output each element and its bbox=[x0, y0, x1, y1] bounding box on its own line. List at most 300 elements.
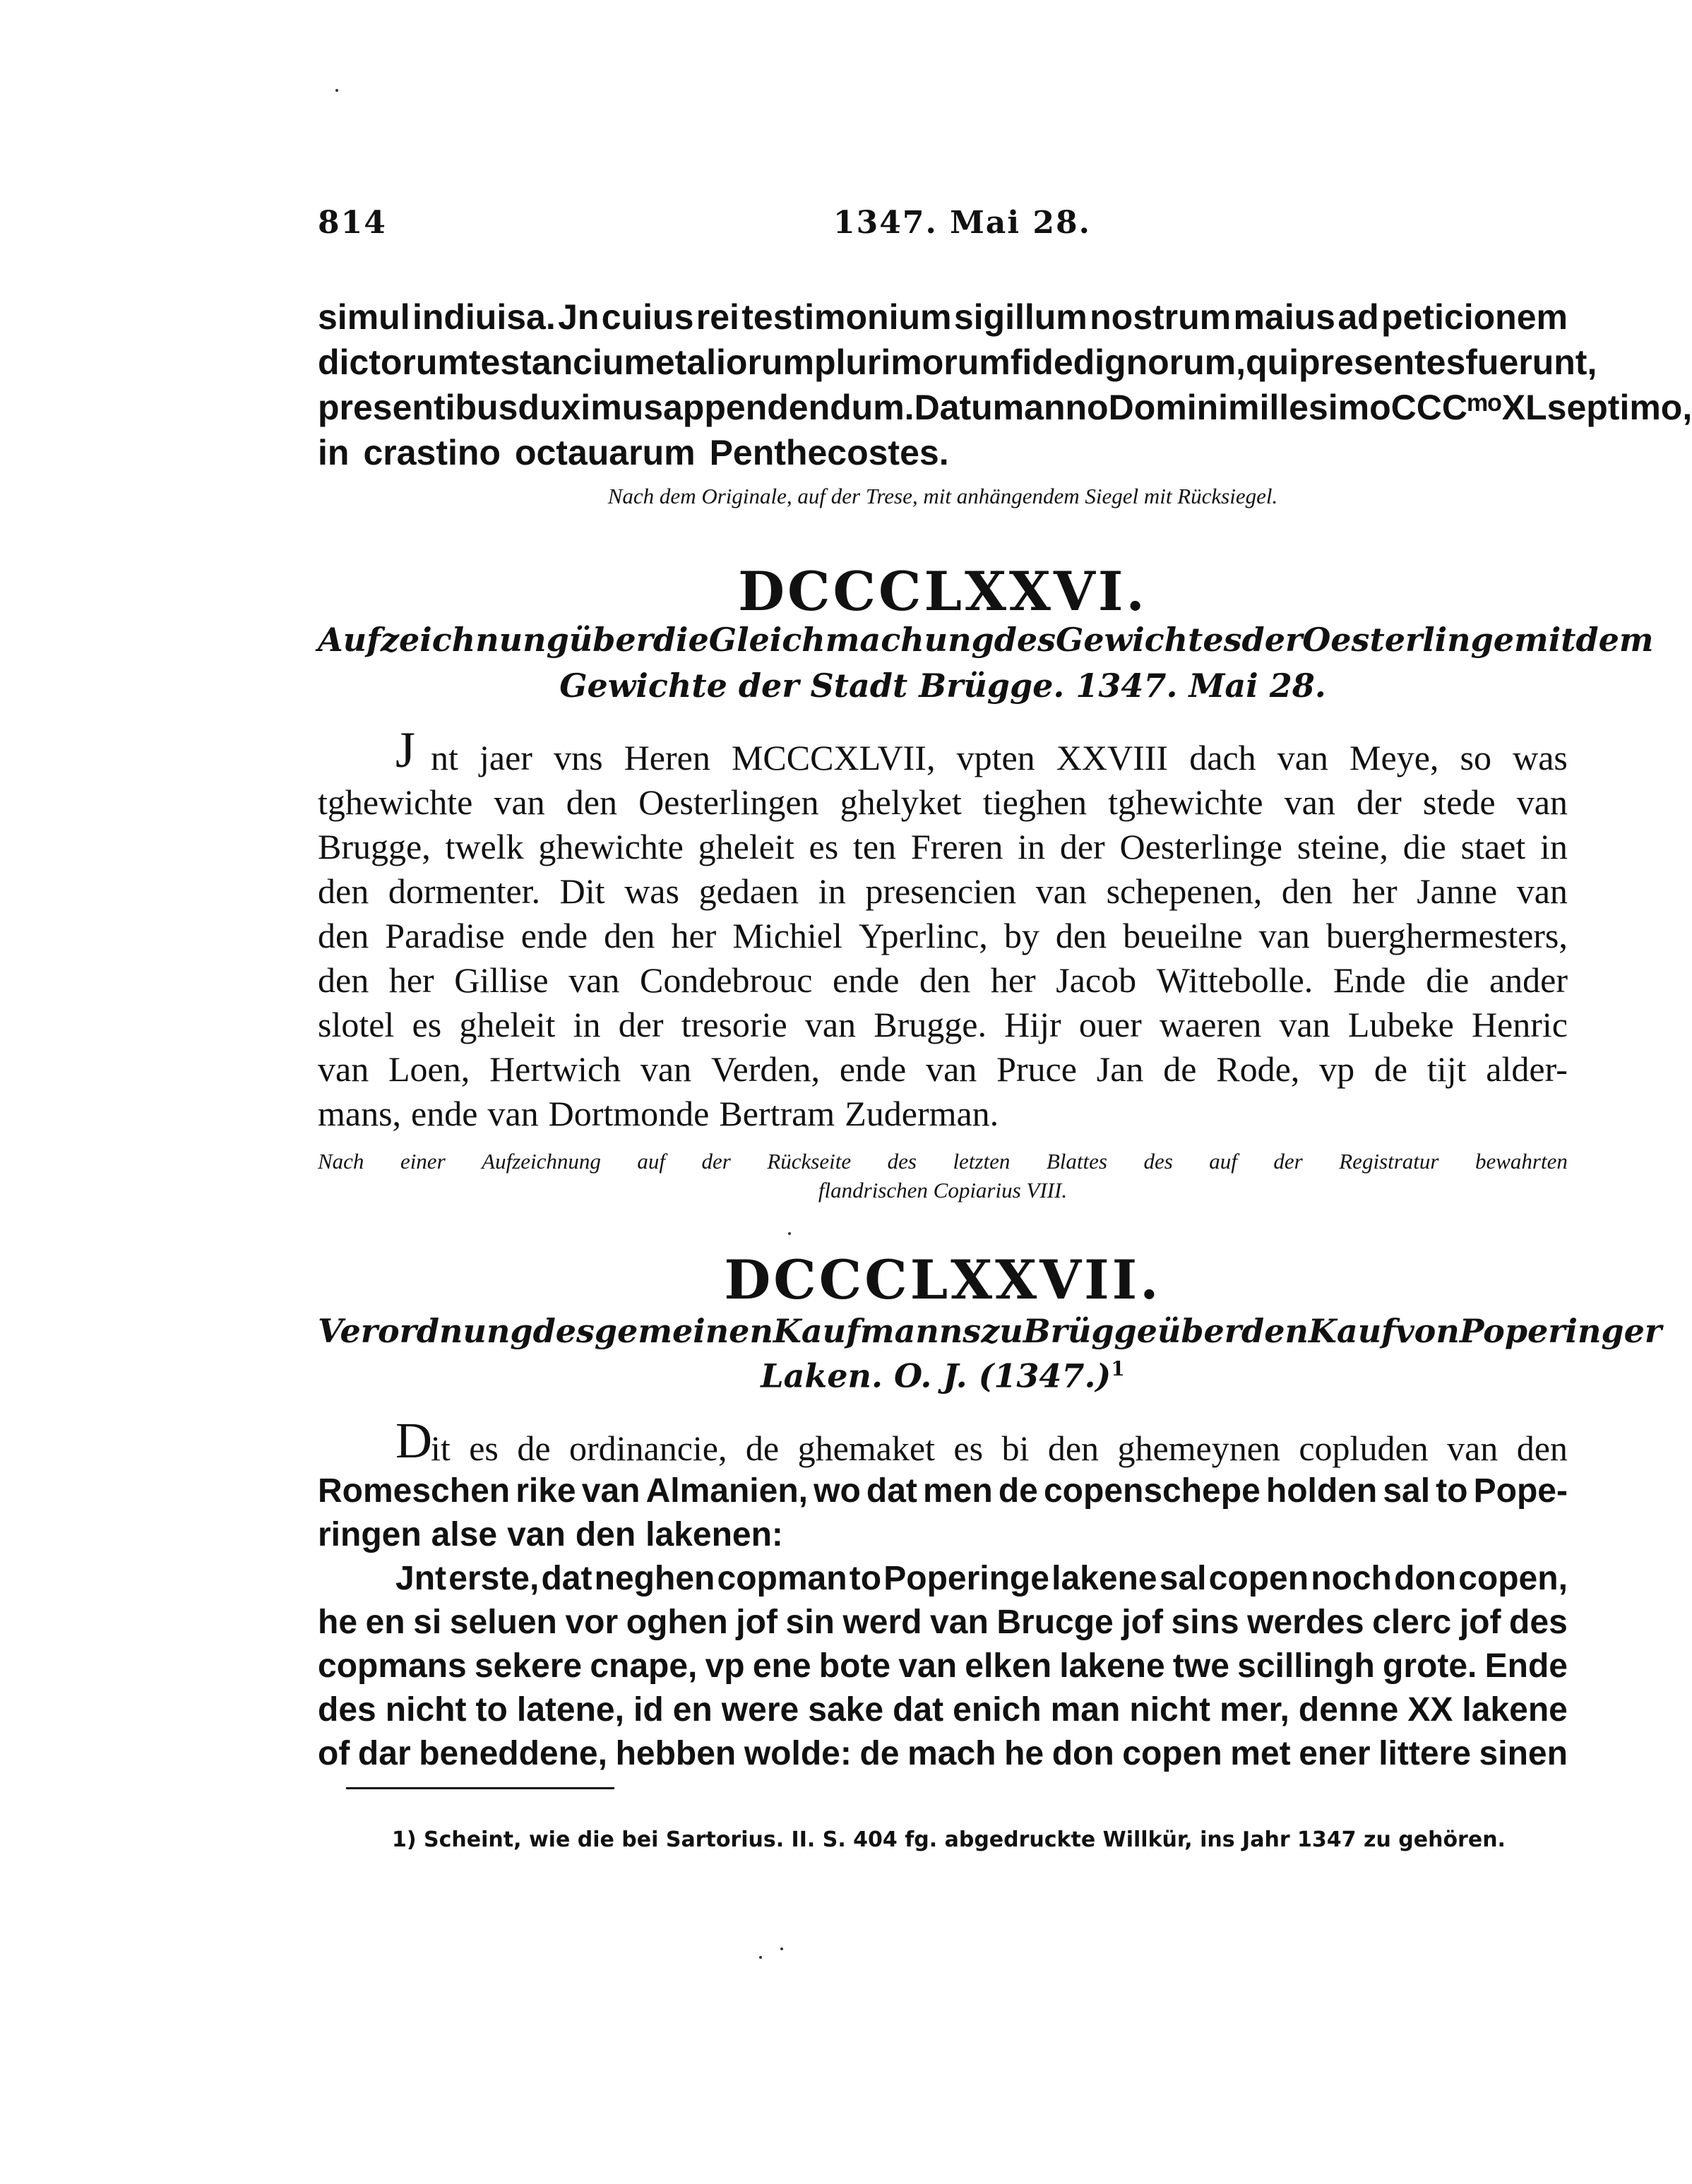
scan-speck bbox=[788, 1232, 791, 1235]
source-word: Aufzeichnung bbox=[482, 1149, 601, 1174]
body-word: noch bbox=[1311, 1560, 1392, 1597]
body-word: he bbox=[318, 1604, 358, 1641]
body-word: van bbox=[1279, 1005, 1330, 1044]
body-word: oghen bbox=[626, 1604, 728, 1641]
doc-876-body-line bbox=[318, 918, 1568, 953]
title-word: gemeinen bbox=[594, 1312, 773, 1350]
body-word: enich bbox=[953, 1691, 1042, 1729]
body-word: lakenen: bbox=[645, 1516, 783, 1553]
doc-877-number: DCCCLXXVII. bbox=[724, 1248, 1162, 1311]
title-word: von bbox=[1395, 1312, 1460, 1350]
source-word: Nach bbox=[318, 1149, 364, 1174]
title-word: Kaufmanns bbox=[773, 1312, 982, 1350]
body-word: hebben bbox=[615, 1735, 737, 1772]
body-word: van bbox=[507, 1516, 566, 1553]
body-word: clerc bbox=[1372, 1604, 1452, 1641]
source-word: auf bbox=[1209, 1149, 1237, 1174]
title-word: über bbox=[568, 621, 653, 659]
body-word: Brugge, bbox=[318, 827, 431, 866]
body-word: copman bbox=[717, 1560, 847, 1597]
scan-speck bbox=[335, 89, 338, 92]
body-word: den bbox=[318, 871, 369, 911]
doc-876-first-line-words bbox=[431, 740, 1568, 775]
source-word: bewahrten bbox=[1474, 1149, 1568, 1174]
body-word: des bbox=[1509, 1604, 1568, 1641]
body-word: gedaen bbox=[698, 871, 799, 911]
body-word: ouer bbox=[1078, 1005, 1142, 1044]
prev-text-word: duximus bbox=[518, 388, 663, 427]
body-word: Jacob bbox=[1056, 960, 1137, 1000]
body-word: Ende bbox=[1484, 1647, 1568, 1685]
body-word: van bbox=[1516, 871, 1568, 911]
body-word: die bbox=[1426, 960, 1470, 1000]
body-word: den bbox=[318, 916, 369, 955]
body-word: Wittebolle. bbox=[1156, 960, 1313, 1000]
title-word: Oesterlinge bbox=[1302, 621, 1515, 659]
doc-877-body-line bbox=[318, 1474, 1568, 1508]
body-word: Romeschen bbox=[318, 1472, 511, 1510]
body-word: Pruce bbox=[996, 1049, 1077, 1089]
body-word: jof bbox=[1459, 1604, 1501, 1641]
body-word: copen bbox=[1122, 1735, 1222, 1772]
prev-text-word: Jn bbox=[558, 297, 600, 337]
body-word: in bbox=[818, 871, 846, 911]
body-word: cnape, bbox=[590, 1647, 698, 1685]
doc-876-body-line bbox=[318, 1096, 1568, 1131]
doc-876-body-line bbox=[318, 1051, 1568, 1087]
body-word: des bbox=[318, 1691, 376, 1729]
prev-text-line bbox=[318, 299, 1568, 335]
body-word: van bbox=[1284, 782, 1335, 822]
source-word: des bbox=[1143, 1149, 1173, 1174]
body-word: van bbox=[898, 1647, 958, 1685]
body-word: met bbox=[1230, 1735, 1291, 1772]
body-word: de bbox=[745, 1428, 780, 1468]
body-word: van bbox=[930, 1604, 989, 1641]
title-word: zu bbox=[981, 1312, 1023, 1350]
source-word: des bbox=[887, 1149, 917, 1174]
doc-876-title-line-1 bbox=[318, 621, 1654, 659]
prev-text-word: millesimo bbox=[1228, 388, 1391, 427]
doc-876-body-line bbox=[318, 873, 1568, 909]
body-word: Henric bbox=[1471, 1005, 1568, 1044]
body-word: to bbox=[1436, 1472, 1468, 1510]
body-word: tieghen bbox=[982, 782, 1088, 822]
title-word: Aufzeichnung bbox=[318, 621, 569, 659]
body-word: MCCCXLVII, bbox=[731, 738, 936, 777]
body-word: van bbox=[581, 1472, 641, 1510]
body-word: es bbox=[953, 1428, 984, 1468]
header-date: 1347. Mai 28. bbox=[833, 205, 1091, 241]
body-word: ten bbox=[852, 827, 897, 866]
body-word: van bbox=[1277, 738, 1328, 777]
body-word: Loen, bbox=[388, 1049, 470, 1089]
body-word: de bbox=[1374, 1049, 1408, 1089]
body-word: Poperinge bbox=[883, 1560, 1049, 1597]
body-word: ordinancie, bbox=[568, 1428, 727, 1468]
footnote: 1) Scheint, wie die bei Sartorius. II. S. 404 fg. abgedruckte Willkür, ins Jahr 1347 zu gehören. bbox=[392, 1827, 1506, 1852]
body-word: van bbox=[1516, 782, 1568, 822]
source-word: der bbox=[701, 1149, 731, 1174]
prev-text-word: fuerunt, bbox=[1465, 342, 1597, 382]
prev-text-word: simul bbox=[318, 297, 410, 337]
body-word: copenschepe bbox=[1043, 1472, 1261, 1510]
body-word: den bbox=[318, 960, 369, 1000]
body-word: ander bbox=[1489, 960, 1568, 1000]
body-word: seluen bbox=[449, 1604, 557, 1641]
body-word: es bbox=[809, 827, 839, 866]
body-word: rike bbox=[516, 1472, 576, 1510]
body-word: Verden, bbox=[710, 1049, 821, 1089]
body-word: Bertram bbox=[719, 1094, 835, 1133]
body-word: tghewichte bbox=[1108, 782, 1263, 822]
title-word: dem bbox=[1575, 621, 1654, 659]
body-word: scillingh bbox=[1237, 1647, 1375, 1685]
body-word: holden bbox=[1265, 1472, 1378, 1510]
body-word: sal bbox=[1159, 1560, 1207, 1597]
body-word: den bbox=[1516, 1428, 1568, 1468]
body-word: Michiel bbox=[732, 916, 842, 955]
body-word: nt bbox=[431, 738, 458, 777]
prev-text-word: plurimorum bbox=[814, 342, 1011, 382]
body-word: sinen bbox=[1479, 1735, 1568, 1772]
body-word: it bbox=[431, 1428, 451, 1468]
prev-text-word: octauarum bbox=[514, 433, 696, 472]
body-word: lakene bbox=[1462, 1691, 1568, 1729]
body-word: to bbox=[849, 1560, 882, 1597]
body-word: tresorie bbox=[681, 1005, 787, 1044]
doc-877-body-line bbox=[395, 1412, 1568, 1469]
body-word: Lubeke bbox=[1347, 1005, 1454, 1044]
body-word: alse bbox=[431, 1516, 498, 1553]
body-word: neghen bbox=[594, 1560, 715, 1597]
body-word: man bbox=[1050, 1691, 1121, 1729]
body-word: to bbox=[475, 1691, 508, 1729]
prev-text-word: anno bbox=[1024, 388, 1109, 427]
body-word: vp bbox=[1319, 1049, 1355, 1089]
doc-876-body-line bbox=[318, 962, 1568, 998]
body-word: en bbox=[365, 1604, 405, 1641]
title-word: des bbox=[994, 621, 1056, 659]
body-word: werdes bbox=[1247, 1604, 1364, 1641]
body-word: beneddene, bbox=[419, 1735, 607, 1772]
doc-877-title-line-2 bbox=[318, 1356, 1568, 1395]
body-word: mer, bbox=[1220, 1691, 1289, 1729]
body-word: alder- bbox=[1486, 1049, 1568, 1089]
doc-876-body-line bbox=[318, 784, 1568, 820]
scan-speck bbox=[780, 1947, 783, 1950]
body-word: en bbox=[672, 1691, 713, 1729]
source-word: Registratur bbox=[1339, 1149, 1439, 1174]
body-word: tghewichte bbox=[318, 782, 473, 822]
title-word: Kauf bbox=[1308, 1312, 1395, 1350]
doc-877-initial-letter: D bbox=[395, 1412, 432, 1469]
body-word: her bbox=[671, 916, 717, 955]
body-word: van bbox=[1035, 871, 1087, 911]
body-word: was bbox=[624, 871, 679, 911]
body-word: id bbox=[633, 1691, 664, 1729]
body-word: mach bbox=[907, 1735, 996, 1772]
doc-877-title-text: Laken. O. J. (1347.) bbox=[761, 1356, 1112, 1395]
body-word: XXVIII bbox=[1056, 738, 1169, 777]
doc-877-body-line bbox=[318, 1606, 1568, 1640]
source-word: der bbox=[1273, 1149, 1303, 1174]
doc-876-body-line bbox=[318, 829, 1568, 864]
body-word: Yperlinc, bbox=[858, 916, 988, 955]
body-word: gheleit bbox=[698, 827, 794, 866]
body-word: mans, bbox=[318, 1094, 402, 1133]
prev-text-word: Datum bbox=[914, 388, 1025, 427]
body-word: de bbox=[517, 1428, 551, 1468]
body-word: der bbox=[1356, 782, 1402, 822]
prev-text-word: cuius bbox=[601, 297, 694, 337]
prev-text-line bbox=[318, 435, 1568, 470]
body-word: dat bbox=[541, 1560, 592, 1597]
body-word: ghemeynen bbox=[1117, 1428, 1280, 1468]
prev-text-word: peticionem bbox=[1381, 297, 1568, 337]
page-number: 814 bbox=[318, 205, 387, 241]
source-word: auf bbox=[637, 1149, 666, 1174]
body-word: dormenter. bbox=[388, 871, 541, 911]
body-word: denne bbox=[1298, 1691, 1399, 1729]
body-word: den bbox=[919, 960, 971, 1000]
body-word: dach bbox=[1189, 738, 1256, 777]
body-word: Oesterlinge bbox=[1119, 827, 1282, 866]
body-word: van bbox=[640, 1049, 692, 1089]
body-word: Dortmonde bbox=[548, 1094, 710, 1133]
body-word: schepenen, bbox=[1106, 871, 1263, 911]
prev-text-word: rei bbox=[696, 297, 739, 337]
body-word: van bbox=[494, 782, 545, 822]
body-word: nicht bbox=[1129, 1691, 1211, 1729]
body-word: vpten bbox=[956, 738, 1035, 777]
title-word: Verordnung bbox=[318, 1312, 533, 1350]
body-word: staet bbox=[1460, 827, 1526, 866]
body-word: twelk bbox=[445, 827, 524, 866]
body-word: her bbox=[1352, 871, 1398, 911]
body-word: buerghermesters, bbox=[1325, 916, 1568, 955]
body-word: van bbox=[487, 1094, 539, 1133]
prev-text-word: fidedignorum, bbox=[1010, 342, 1246, 382]
body-word: vor bbox=[565, 1604, 619, 1641]
prev-text-line bbox=[318, 388, 1692, 427]
prev-text-word: in bbox=[318, 433, 350, 472]
body-word: der bbox=[618, 1005, 664, 1044]
body-word: don bbox=[1051, 1735, 1114, 1772]
body-word: van bbox=[568, 960, 620, 1000]
prev-text-word: aliorum bbox=[686, 342, 814, 382]
title-word: Poperinger bbox=[1459, 1312, 1662, 1350]
body-word: ende bbox=[833, 960, 900, 1000]
body-word: bi bbox=[1001, 1428, 1030, 1468]
source-word: einer bbox=[400, 1149, 446, 1174]
body-word: grote. bbox=[1383, 1647, 1477, 1685]
body-word: copen bbox=[1208, 1560, 1309, 1597]
body-word: twe bbox=[1172, 1647, 1229, 1685]
body-word: in bbox=[1018, 827, 1046, 866]
body-word: de bbox=[998, 1472, 1038, 1510]
body-word: ringen bbox=[318, 1516, 422, 1553]
prev-text-line bbox=[318, 342, 1597, 382]
prev-text-word: et bbox=[655, 342, 687, 382]
body-word: vns bbox=[554, 738, 603, 777]
prev-text-word: dictorum bbox=[318, 342, 469, 382]
body-word: wolde: bbox=[744, 1735, 852, 1772]
body-word: den bbox=[1047, 1428, 1100, 1468]
body-word: stede bbox=[1422, 782, 1496, 822]
body-word: lakene bbox=[1051, 1560, 1157, 1597]
source-word: Blattes bbox=[1046, 1149, 1107, 1174]
source-word: letzten bbox=[953, 1149, 1011, 1174]
body-word: van bbox=[318, 1049, 369, 1089]
prev-text-word: testancium bbox=[468, 342, 655, 382]
doc-877-body-line bbox=[395, 1562, 1568, 1596]
body-word: dar bbox=[357, 1735, 411, 1772]
body-word: Jan bbox=[1096, 1049, 1144, 1089]
body-word: ende bbox=[411, 1094, 478, 1133]
body-word: ghemaket bbox=[797, 1428, 935, 1468]
body-word: of bbox=[318, 1735, 350, 1772]
body-word: Condebrouc bbox=[640, 960, 813, 1000]
body-word: sins bbox=[1171, 1604, 1239, 1641]
body-word: steine, bbox=[1297, 827, 1388, 866]
body-word: Gillise bbox=[454, 960, 549, 1000]
footnote-rule bbox=[346, 1787, 614, 1789]
body-word: by bbox=[1003, 916, 1039, 955]
body-word: don bbox=[1394, 1560, 1457, 1597]
body-word: waeren bbox=[1159, 1005, 1262, 1044]
body-word: es bbox=[469, 1428, 499, 1468]
body-word: ende bbox=[520, 916, 588, 955]
body-word: copluden bbox=[1299, 1428, 1429, 1468]
prev-text-word: qui bbox=[1246, 342, 1299, 382]
prev-text-word: indiuisa. bbox=[412, 297, 556, 337]
body-word: elken bbox=[965, 1647, 1052, 1685]
body-word: copen, bbox=[1458, 1560, 1568, 1597]
body-word: were bbox=[721, 1691, 799, 1729]
body-word: van bbox=[1447, 1428, 1499, 1468]
prev-text-word: testimonium bbox=[741, 297, 952, 337]
body-word: Meye, bbox=[1350, 738, 1439, 777]
body-word: van bbox=[926, 1049, 977, 1089]
prev-text-word: CCCᵐᵒ bbox=[1390, 388, 1502, 427]
doc-877-body-line bbox=[318, 1693, 1568, 1727]
body-word: lakene bbox=[1059, 1647, 1165, 1685]
body-word: slotel bbox=[318, 1005, 395, 1044]
prev-text-word: ad bbox=[1337, 297, 1379, 337]
doc-877-first-line-words bbox=[431, 1428, 1568, 1468]
body-word: Paradise bbox=[385, 916, 505, 955]
body-word: die bbox=[1402, 827, 1446, 866]
doc-876-number: DCCCLXXVI. bbox=[738, 560, 1148, 623]
body-word: ene bbox=[752, 1647, 811, 1685]
body-word: Ende bbox=[1333, 960, 1406, 1000]
body-word: jof bbox=[1121, 1604, 1163, 1641]
doc-877-title-line-1 bbox=[318, 1312, 1662, 1350]
body-word: beueilne bbox=[1123, 916, 1243, 955]
prev-text-word: septimo, bbox=[1547, 388, 1692, 427]
body-word: vp bbox=[705, 1647, 745, 1685]
doc-876-source-line-2: flandrischen Copiarius VIII. bbox=[818, 1178, 1068, 1203]
body-word: werd bbox=[842, 1604, 922, 1641]
body-word: ende bbox=[839, 1049, 907, 1089]
body-word: her bbox=[388, 960, 434, 1000]
body-word: was bbox=[1513, 738, 1568, 777]
body-word: sin bbox=[785, 1604, 835, 1641]
body-word: erste, bbox=[448, 1560, 540, 1597]
body-word: Almanien, bbox=[645, 1472, 808, 1510]
prev-text-word: XL bbox=[1501, 388, 1547, 427]
body-word: Hertwich bbox=[489, 1049, 621, 1089]
doc-877-body-line bbox=[318, 1737, 1568, 1771]
doc-876-title-line-2: Gewichte der Stadt Brügge. 1347. Mai 28. bbox=[559, 667, 1326, 705]
body-word: Dit bbox=[559, 871, 605, 911]
body-word: nicht bbox=[385, 1691, 467, 1729]
body-word: sekere bbox=[474, 1647, 583, 1685]
body-word: bote bbox=[818, 1647, 891, 1685]
doc-876-body-line bbox=[395, 722, 1568, 778]
body-word: Brugge. bbox=[874, 1005, 987, 1044]
prev-text-word: presentes bbox=[1299, 342, 1466, 382]
body-word: presencien bbox=[865, 871, 1017, 911]
body-word: her bbox=[990, 960, 1036, 1000]
body-word: tijt bbox=[1426, 1049, 1467, 1089]
prev-text-word: presentibus bbox=[318, 388, 518, 427]
body-word: Heren bbox=[624, 738, 710, 777]
body-word: de bbox=[859, 1735, 900, 1772]
doc-877-body-line bbox=[318, 1649, 1568, 1683]
prev-text-word: crastino bbox=[363, 433, 501, 472]
title-word: des bbox=[532, 1312, 595, 1350]
title-word: der bbox=[1241, 621, 1303, 659]
body-word: dat bbox=[866, 1472, 917, 1510]
prev-text-word: appendendum. bbox=[663, 388, 914, 427]
body-word: den bbox=[604, 916, 655, 955]
body-word: XX bbox=[1407, 1691, 1453, 1729]
body-word: latene, bbox=[516, 1691, 624, 1729]
body-word: copmans bbox=[318, 1647, 467, 1685]
body-word: es bbox=[412, 1005, 442, 1044]
doc-876-body-line bbox=[318, 1007, 1568, 1042]
body-word: ghewichte bbox=[538, 827, 684, 866]
body-word: ghelyket bbox=[840, 782, 962, 822]
body-word: Rode, bbox=[1216, 1049, 1300, 1089]
body-word: so bbox=[1460, 738, 1491, 777]
prev-text-word: maius bbox=[1233, 297, 1335, 337]
body-word: Janne bbox=[1417, 871, 1498, 911]
body-word: den bbox=[566, 782, 617, 822]
title-word: über bbox=[1157, 1312, 1242, 1350]
body-word: de bbox=[1163, 1049, 1197, 1089]
prev-text-word: nostrum bbox=[1090, 297, 1232, 337]
body-word: littere bbox=[1378, 1735, 1471, 1772]
body-word: men bbox=[923, 1472, 993, 1510]
body-word: ener bbox=[1299, 1735, 1371, 1772]
footnote-marker: 1 bbox=[1111, 1357, 1125, 1380]
doc-877-body-line bbox=[318, 1518, 1568, 1552]
doc-876-source-line-1 bbox=[318, 1150, 1568, 1172]
body-word: Zuderman. bbox=[845, 1094, 999, 1133]
prev-source-note: Nach dem Originale, auf der Trese, mit anhängendem Siegel mit Rücksiegel. bbox=[607, 484, 1278, 508]
body-word: gheleit bbox=[459, 1005, 556, 1044]
body-word: den bbox=[1281, 871, 1333, 911]
body-word: jof bbox=[736, 1604, 778, 1641]
title-word: den bbox=[1241, 1312, 1309, 1350]
body-word: in bbox=[573, 1005, 601, 1044]
title-word: Gleichmachung bbox=[708, 621, 994, 659]
body-word: wo bbox=[814, 1472, 861, 1510]
body-word: der bbox=[1059, 827, 1105, 866]
